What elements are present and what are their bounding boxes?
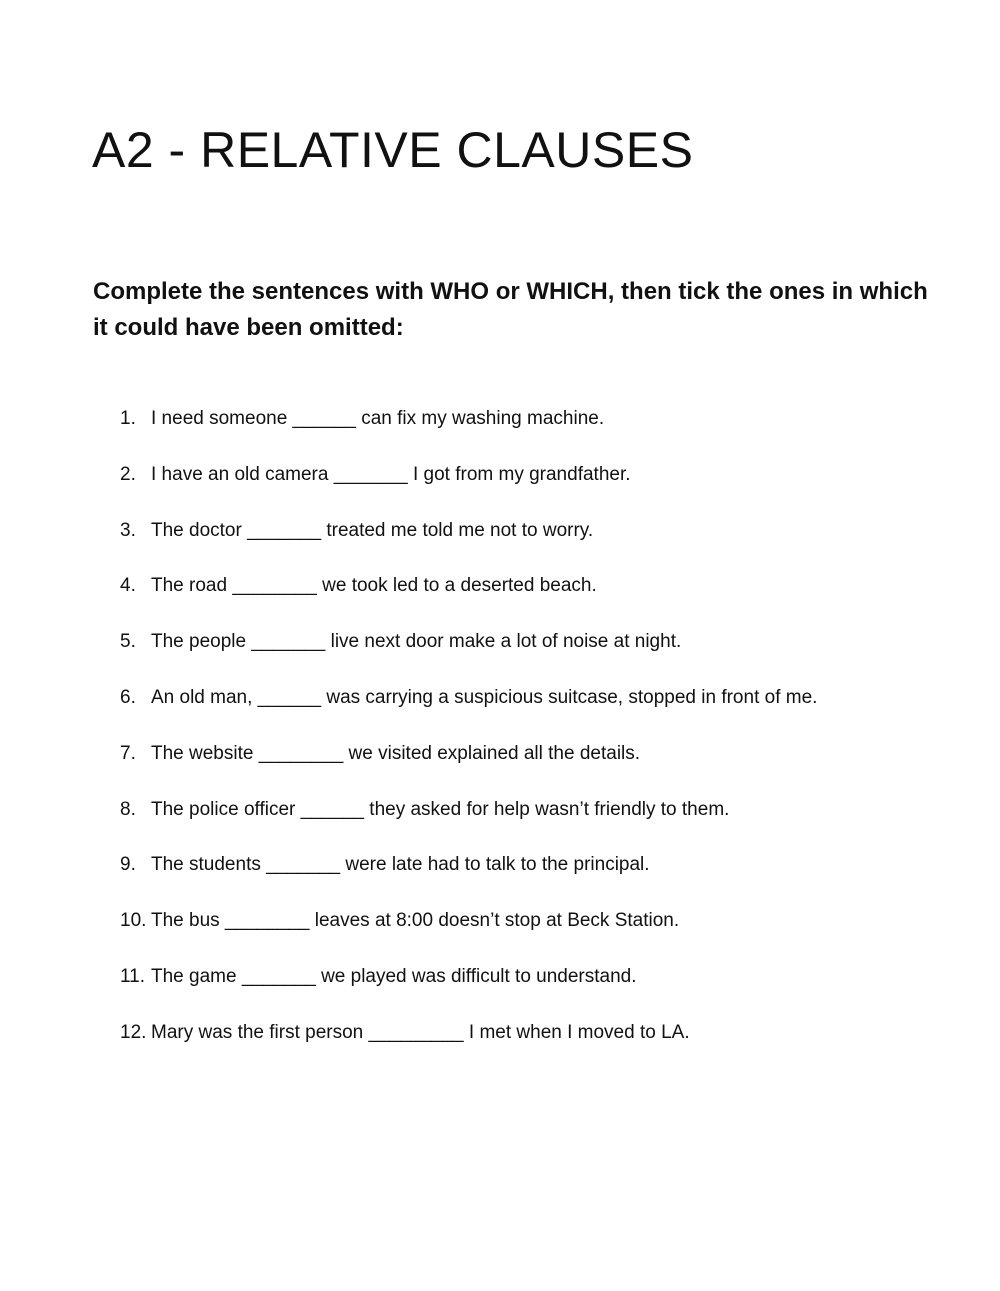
exercise-item — [0, 682, 1000, 738]
item-sentence: The doctor _______ treated me told me not to worry. — [151, 519, 594, 541]
item-number: 3. — [120, 519, 136, 541]
item-sentence: The police officer ______ they asked for help wasn’t friendly to them. — [151, 798, 730, 820]
item-sentence: The road ________ we took led to a deserted beach. — [151, 575, 597, 597]
item-sentence: The people _______ live next door make a lot of noise at night. — [151, 631, 682, 653]
item-sentence: The students _______ were late had to talk to the principal. — [151, 854, 650, 876]
exercise-item — [0, 626, 1000, 682]
item-sentence: The bus ________ leaves at 8:00 doesn’t stop at Beck Station. — [151, 910, 680, 932]
item-sentence: Mary was the first person _________ I met when I moved to LA. — [151, 1021, 690, 1043]
item-sentence: I have an old camera _______ I got from my grandfather. — [151, 463, 631, 485]
exercise-item — [0, 403, 1000, 459]
exercise-item — [0, 905, 1000, 961]
exercise-item — [0, 515, 1000, 571]
exercise-item — [0, 794, 1000, 850]
exercise-item — [0, 459, 1000, 515]
item-number: 1. — [120, 408, 136, 429]
exercise-item — [0, 570, 1000, 626]
item-number: 2. — [120, 463, 136, 485]
exercise-list — [0, 403, 1000, 1073]
item-number: 11. — [120, 965, 146, 987]
item-sentence: The game _______ we played was difficult to understand. — [151, 965, 637, 987]
item-number: 6. — [120, 686, 136, 708]
worksheet-title: A2 - RELATIVE CLAUSES — [92, 122, 694, 178]
item-number: 10. — [120, 910, 147, 932]
instructions: Complete the sentences with WHO or WHICH, then tick the ones in which it could have been omitted: — [93, 278, 928, 341]
exercise-item — [0, 961, 1000, 1017]
item-number: 9. — [120, 854, 136, 876]
item-number: 8. — [120, 798, 136, 820]
item-sentence: The website ________ we visited explained all the details. — [151, 742, 641, 764]
item-number: 12. — [120, 1021, 147, 1043]
exercise-item — [0, 1017, 1000, 1073]
item-number: 4. — [120, 575, 136, 597]
item-number: 5. — [120, 631, 136, 653]
exercise-item — [0, 849, 1000, 905]
item-number: 7. — [120, 742, 136, 764]
item-sentence: An old man, ______ was carrying a suspicious suitcase, stopped in front of me. — [151, 686, 818, 708]
exercise-item — [0, 738, 1000, 794]
item-sentence: I need someone ______ can fix my washing machine. — [151, 408, 605, 429]
